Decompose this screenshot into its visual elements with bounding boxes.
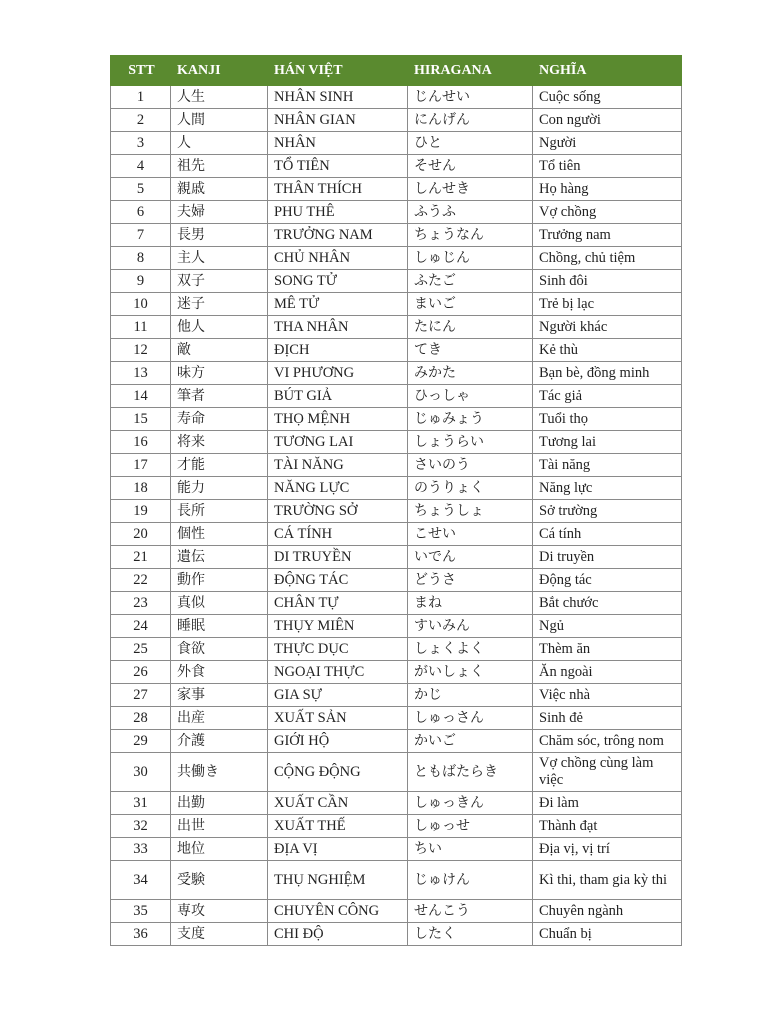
cell-stt: 15	[111, 408, 171, 431]
cell-kanji: 迷子	[171, 293, 268, 316]
table-row	[111, 247, 682, 270]
cell-hiragana: みかた	[408, 362, 533, 385]
cell-kanji: 真似	[171, 592, 268, 615]
cell-han-viet: XUẤT THẾ	[268, 815, 408, 838]
cell-han-viet: CHUYÊN CÔNG	[268, 900, 408, 923]
cell-han-viet: PHU THÊ	[268, 201, 408, 224]
table-row	[111, 638, 682, 661]
cell-kanji: 食欲	[171, 638, 268, 661]
table-row	[111, 615, 682, 638]
table-row	[111, 224, 682, 247]
cell-han-viet: SONG TỬ	[268, 270, 408, 293]
cell-kanji: 出勤	[171, 792, 268, 815]
cell-kanji: 他人	[171, 316, 268, 339]
table-row	[111, 431, 682, 454]
cell-stt: 3	[111, 132, 171, 155]
cell-nghia: Tuổi thọ	[533, 408, 682, 431]
cell-han-viet: NHÂN GIAN	[268, 109, 408, 132]
table-row	[111, 270, 682, 293]
table-row	[111, 316, 682, 339]
cell-han-viet: THÂN THÍCH	[268, 178, 408, 201]
cell-nghia: Trẻ bị lạc	[533, 293, 682, 316]
cell-han-viet: CÁ TÍNH	[268, 523, 408, 546]
cell-stt: 28	[111, 707, 171, 730]
cell-nghia: Người	[533, 132, 682, 155]
cell-hiragana: したく	[408, 923, 533, 946]
cell-nghia: Vợ chồng cùng làm việc	[533, 753, 682, 792]
cell-stt: 4	[111, 155, 171, 178]
cell-nghia: Bắt chước	[533, 592, 682, 615]
cell-han-viet: DI TRUYỀN	[268, 546, 408, 569]
cell-kanji: 個性	[171, 523, 268, 546]
cell-hiragana: ともばたらき	[408, 753, 533, 792]
cell-han-viet: THỌ MỆNH	[268, 408, 408, 431]
cell-hiragana: しゅじん	[408, 247, 533, 270]
cell-stt: 5	[111, 178, 171, 201]
cell-han-viet: CHỦ NHÂN	[268, 247, 408, 270]
cell-han-viet: MÊ TỬ	[268, 293, 408, 316]
cell-kanji: 支度	[171, 923, 268, 946]
cell-hiragana: にんげん	[408, 109, 533, 132]
table-row	[111, 178, 682, 201]
cell-stt: 7	[111, 224, 171, 247]
cell-hiragana: しゅっさん	[408, 707, 533, 730]
cell-hiragana: じゅみょう	[408, 408, 533, 431]
cell-stt: 35	[111, 900, 171, 923]
cell-hiragana: ひと	[408, 132, 533, 155]
cell-han-viet: GIA SỰ	[268, 684, 408, 707]
cell-kanji: 筆者	[171, 385, 268, 408]
cell-kanji: 長所	[171, 500, 268, 523]
cell-kanji: 介護	[171, 730, 268, 753]
cell-kanji: 寿命	[171, 408, 268, 431]
cell-nghia: Tác giả	[533, 385, 682, 408]
cell-nghia: Sở trường	[533, 500, 682, 523]
cell-han-viet: TƯƠNG LAI	[268, 431, 408, 454]
cell-nghia: Người khác	[533, 316, 682, 339]
cell-kanji: 出産	[171, 707, 268, 730]
cell-han-viet: GIỚI HỘ	[268, 730, 408, 753]
cell-stt: 8	[111, 247, 171, 270]
cell-kanji: 専攻	[171, 900, 268, 923]
cell-kanji: 才能	[171, 454, 268, 477]
table-row	[111, 201, 682, 224]
cell-hiragana: じゅけん	[408, 861, 533, 900]
cell-kanji: 能力	[171, 477, 268, 500]
table-row	[111, 838, 682, 861]
cell-stt: 17	[111, 454, 171, 477]
cell-nghia: Con người	[533, 109, 682, 132]
cell-nghia: Năng lực	[533, 477, 682, 500]
table-row	[111, 477, 682, 500]
table-row	[111, 500, 682, 523]
cell-hiragana: ふたご	[408, 270, 533, 293]
cell-kanji: 味方	[171, 362, 268, 385]
table-row	[111, 792, 682, 815]
table-header-row	[111, 56, 682, 86]
cell-hiragana: ちょうしょ	[408, 500, 533, 523]
cell-han-viet: TỔ TIÊN	[268, 155, 408, 178]
cell-stt: 24	[111, 615, 171, 638]
cell-han-viet: ĐỊCH	[268, 339, 408, 362]
cell-stt: 9	[111, 270, 171, 293]
cell-nghia: Họ hàng	[533, 178, 682, 201]
cell-stt: 10	[111, 293, 171, 316]
cell-kanji: 遺伝	[171, 546, 268, 569]
cell-kanji: 動作	[171, 569, 268, 592]
cell-hiragana: しゅっきん	[408, 792, 533, 815]
table-row	[111, 109, 682, 132]
cell-stt: 18	[111, 477, 171, 500]
cell-stt: 14	[111, 385, 171, 408]
cell-nghia: Chuyên ngành	[533, 900, 682, 923]
header-han-viet: HÁN VIỆT	[268, 56, 408, 86]
cell-stt: 25	[111, 638, 171, 661]
cell-han-viet: THỰC DỤC	[268, 638, 408, 661]
cell-hiragana: すいみん	[408, 615, 533, 638]
cell-hiragana: まね	[408, 592, 533, 615]
table-row	[111, 385, 682, 408]
cell-han-viet: XUẤT SẢN	[268, 707, 408, 730]
cell-hiragana: しょうらい	[408, 431, 533, 454]
cell-stt: 11	[111, 316, 171, 339]
table-row	[111, 815, 682, 838]
cell-nghia: Sinh đôi	[533, 270, 682, 293]
cell-han-viet: THỤY MIÊN	[268, 615, 408, 638]
table-row	[111, 861, 682, 900]
cell-nghia: Bạn bè, đồng minh	[533, 362, 682, 385]
table-row	[111, 684, 682, 707]
cell-kanji: 祖先	[171, 155, 268, 178]
cell-han-viet: ĐỘNG TÁC	[268, 569, 408, 592]
table-row	[111, 86, 682, 109]
cell-kanji: 敵	[171, 339, 268, 362]
cell-hiragana: いでん	[408, 546, 533, 569]
cell-hiragana: のうりょく	[408, 477, 533, 500]
cell-hiragana: しんせき	[408, 178, 533, 201]
cell-kanji: 出世	[171, 815, 268, 838]
cell-hiragana: たにん	[408, 316, 533, 339]
cell-han-viet: THA NHÂN	[268, 316, 408, 339]
cell-nghia: Chuẩn bị	[533, 923, 682, 946]
table-row	[111, 900, 682, 923]
cell-nghia: Trưởng nam	[533, 224, 682, 247]
cell-kanji: 睡眠	[171, 615, 268, 638]
cell-nghia: Động tác	[533, 569, 682, 592]
cell-kanji: 主人	[171, 247, 268, 270]
table-row	[111, 454, 682, 477]
cell-hiragana: まいご	[408, 293, 533, 316]
cell-kanji: 人	[171, 132, 268, 155]
cell-nghia: Tổ tiên	[533, 155, 682, 178]
cell-hiragana: ふうふ	[408, 201, 533, 224]
cell-han-viet: VI PHƯƠNG	[268, 362, 408, 385]
cell-kanji: 親戚	[171, 178, 268, 201]
cell-han-viet: CỘNG ĐỘNG	[268, 753, 408, 792]
cell-hiragana: ひっしゃ	[408, 385, 533, 408]
cell-stt: 21	[111, 546, 171, 569]
cell-nghia: Kì thi, tham gia kỳ thi	[533, 861, 682, 900]
cell-hiragana: かじ	[408, 684, 533, 707]
cell-hiragana: しょくよく	[408, 638, 533, 661]
cell-stt: 36	[111, 923, 171, 946]
cell-stt: 19	[111, 500, 171, 523]
cell-stt: 29	[111, 730, 171, 753]
cell-kanji: 長男	[171, 224, 268, 247]
cell-kanji: 家事	[171, 684, 268, 707]
cell-han-viet: CHÂN TỰ	[268, 592, 408, 615]
header-stt: STT	[111, 56, 171, 86]
cell-han-viet: XUẤT CẦN	[268, 792, 408, 815]
cell-nghia: Địa vị, vị trí	[533, 838, 682, 861]
header-hiragana: HIRAGANA	[408, 56, 533, 86]
cell-nghia: Kẻ thù	[533, 339, 682, 362]
table-row	[111, 293, 682, 316]
cell-han-viet: ĐỊA VỊ	[268, 838, 408, 861]
table-row	[111, 707, 682, 730]
cell-nghia: Tương lai	[533, 431, 682, 454]
header-nghia: NGHĨA	[533, 56, 682, 86]
cell-hiragana: さいのう	[408, 454, 533, 477]
cell-kanji: 地位	[171, 838, 268, 861]
cell-stt: 26	[111, 661, 171, 684]
cell-stt: 23	[111, 592, 171, 615]
cell-kanji: 将来	[171, 431, 268, 454]
cell-han-viet: TRƯỜNG SỞ	[268, 500, 408, 523]
cell-stt: 20	[111, 523, 171, 546]
cell-han-viet: CHI ĐỘ	[268, 923, 408, 946]
table-row	[111, 661, 682, 684]
cell-nghia: Thèm ăn	[533, 638, 682, 661]
cell-stt: 16	[111, 431, 171, 454]
cell-nghia: Cá tính	[533, 523, 682, 546]
cell-nghia: Ăn ngoài	[533, 661, 682, 684]
cell-kanji: 共働き	[171, 753, 268, 792]
cell-nghia: Vợ chồng	[533, 201, 682, 224]
cell-han-viet: NHÂN SINH	[268, 86, 408, 109]
cell-nghia: Chăm sóc, trông nom	[533, 730, 682, 753]
cell-hiragana: そせん	[408, 155, 533, 178]
cell-hiragana: てき	[408, 339, 533, 362]
table-row	[111, 546, 682, 569]
cell-kanji: 人間	[171, 109, 268, 132]
cell-nghia: Tài năng	[533, 454, 682, 477]
table-row	[111, 753, 682, 792]
table-row	[111, 523, 682, 546]
cell-stt: 6	[111, 201, 171, 224]
cell-han-viet: BÚT GIẢ	[268, 385, 408, 408]
cell-kanji: 受験	[171, 861, 268, 900]
cell-nghia: Sinh đẻ	[533, 707, 682, 730]
table-row	[111, 339, 682, 362]
cell-hiragana: せんこう	[408, 900, 533, 923]
cell-nghia: Đi làm	[533, 792, 682, 815]
table-row	[111, 408, 682, 431]
cell-hiragana: しゅっせ	[408, 815, 533, 838]
table-row	[111, 569, 682, 592]
cell-han-viet: NGOẠI THỰC	[268, 661, 408, 684]
cell-stt: 2	[111, 109, 171, 132]
cell-nghia: Di truyền	[533, 546, 682, 569]
cell-stt: 33	[111, 838, 171, 861]
header-kanji: KANJI	[171, 56, 268, 86]
cell-nghia: Việc nhà	[533, 684, 682, 707]
cell-kanji: 双子	[171, 270, 268, 293]
cell-stt: 31	[111, 792, 171, 815]
table-row	[111, 730, 682, 753]
cell-han-viet: THỤ NGHIỆM	[268, 861, 408, 900]
cell-hiragana: ちい	[408, 838, 533, 861]
cell-stt: 32	[111, 815, 171, 838]
table-row	[111, 132, 682, 155]
cell-nghia: Ngủ	[533, 615, 682, 638]
cell-stt: 13	[111, 362, 171, 385]
cell-stt: 34	[111, 861, 171, 900]
table-row	[111, 592, 682, 615]
vocabulary-table	[110, 55, 682, 946]
cell-han-viet: TRƯỞNG NAM	[268, 224, 408, 247]
table-row	[111, 362, 682, 385]
cell-kanji: 人生	[171, 86, 268, 109]
cell-hiragana: じんせい	[408, 86, 533, 109]
table-row	[111, 923, 682, 946]
table-row	[111, 155, 682, 178]
cell-nghia: Cuộc sống	[533, 86, 682, 109]
cell-kanji: 夫婦	[171, 201, 268, 224]
cell-hiragana: こせい	[408, 523, 533, 546]
cell-han-viet: NHÂN	[268, 132, 408, 155]
cell-stt: 22	[111, 569, 171, 592]
cell-hiragana: ちょうなん	[408, 224, 533, 247]
cell-stt: 12	[111, 339, 171, 362]
cell-stt: 30	[111, 753, 171, 792]
cell-hiragana: かいご	[408, 730, 533, 753]
cell-stt: 1	[111, 86, 171, 109]
cell-stt: 27	[111, 684, 171, 707]
cell-kanji: 外食	[171, 661, 268, 684]
cell-han-viet: TÀI NĂNG	[268, 454, 408, 477]
cell-nghia: Chồng, chủ tiệm	[533, 247, 682, 270]
cell-hiragana: がいしょく	[408, 661, 533, 684]
cell-han-viet: NĂNG LỰC	[268, 477, 408, 500]
cell-hiragana: どうさ	[408, 569, 533, 592]
cell-nghia: Thành đạt	[533, 815, 682, 838]
